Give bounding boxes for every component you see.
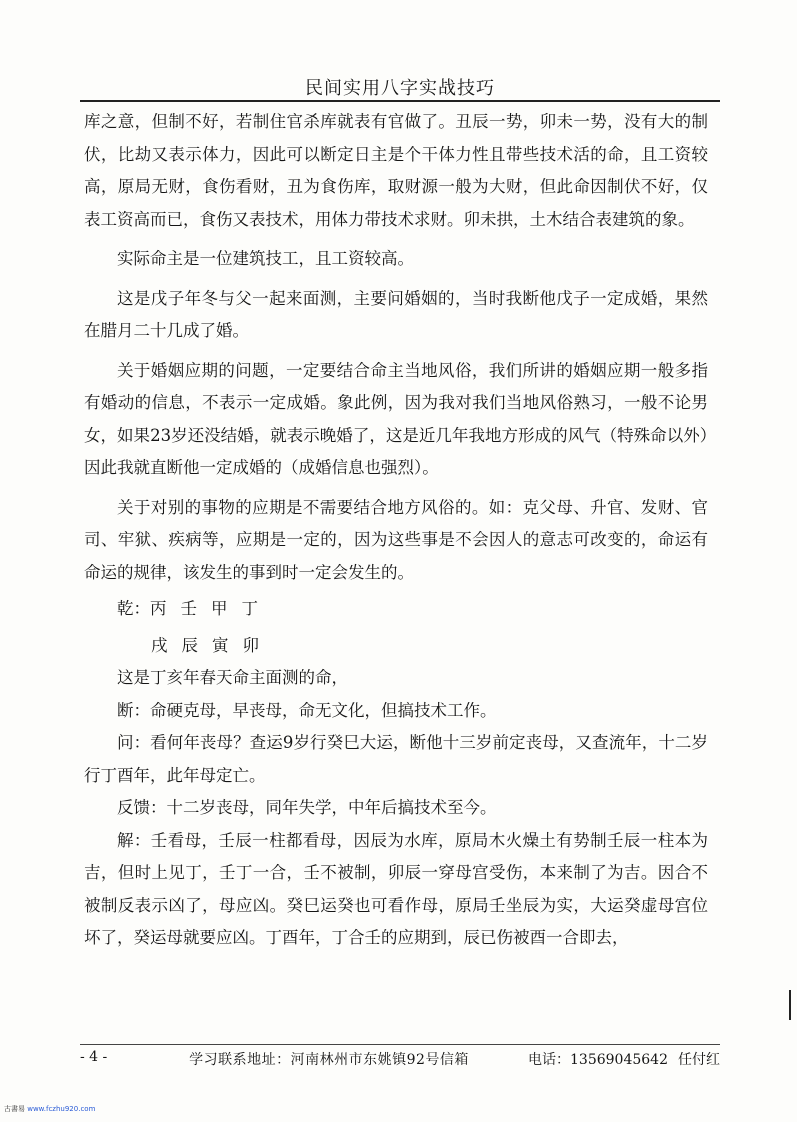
paragraph-9: 反馈：十二岁丧母，同年失学，中年后搞技术至今。 bbox=[117, 798, 497, 817]
paragraph-3: 这是戊子年冬与父一起来面测，主要问婚姻的，当时我断他戊子一定成婚，果然在腊月二十几成了婚。 bbox=[84, 288, 708, 340]
paragraph-4: 关于婚姻应期的问题，一定要结合命主当地风俗，我们所讲的婚姻应期一般多指有婚动的信息，不表示一定成婚。象此例，因为我对我们当地风俗熟习，一般不论男女，如果23岁还没结婚，就表示晚婚了，这是近几年我地方形成的风气（特殊命以外）因此我就直断他一定成婚的（成婚信息也强烈）。 bbox=[84, 360, 708, 477]
author-name: 任付红 bbox=[678, 1052, 720, 1068]
watermark-link[interactable]: www.fczhu920.com bbox=[27, 1105, 96, 1113]
header-divider bbox=[80, 100, 720, 102]
contact-info bbox=[518, 1049, 720, 1069]
chart-label: 乾： bbox=[117, 599, 150, 618]
stem-1: 丙 bbox=[150, 599, 167, 618]
bazi-branches-row bbox=[151, 630, 708, 663]
paragraph-8: 问：看何年丧母？查运9岁行癸巳大运，断他十三岁前定丧母，又查流年，十二岁行丁酉年，此年母定亡。 bbox=[84, 733, 708, 785]
page-title: 民间实用八字实战技巧 bbox=[305, 78, 495, 99]
stem-2: 壬 bbox=[180, 599, 197, 618]
stem-4: 丁 bbox=[241, 599, 258, 618]
paragraph-5: 关于对别的事物的应期是不需要结合地方风俗的。如：克父母、升官、发财、官司、牢狱、疾病等，应期是一定的，因为这些事是不会因人的意志可改变的，命运有命运的规律，该发生的事到时一定会发生的。 bbox=[84, 497, 708, 582]
branch-2: 辰 bbox=[181, 635, 198, 655]
branch-4: 卯 bbox=[242, 635, 259, 655]
page-footer bbox=[80, 1049, 720, 1069]
footer-divider bbox=[80, 1044, 720, 1045]
paragraph-10: 解：壬看母，壬辰一柱都看母，因辰为水库，原局木火燥土有势制壬辰一柱本为吉，但时上见丁，壬丁一合，壬不被制，卯辰一穿母宫受伤，本来制了为吉。因合不被制反表示凶了，母应凶。癸巳运癸也可看作母，原局壬坐辰为实，大运癸虚母宫位坏了，癸运母就要应凶。丁酉年，丁合壬的应期到，辰已伤被酉一合即去， bbox=[84, 830, 708, 947]
paragraph-2: 实际命主是一位建筑技工，且工资较高。 bbox=[117, 249, 414, 268]
paragraph-7: 断：命硬克母，早丧母，命无文化，但搞技术工作。 bbox=[117, 700, 497, 720]
page-body bbox=[84, 106, 708, 955]
page-number: - 4 - bbox=[80, 1049, 108, 1065]
branch-1: 戌 bbox=[151, 635, 168, 655]
stem-3: 甲 bbox=[211, 599, 228, 618]
contact-address: 学习联系地址：河南林州市东姚镇92号信箱 bbox=[189, 1052, 469, 1068]
paragraph-6: 这是丁亥年春天命主面测的命， bbox=[117, 668, 348, 687]
scan-margin-mark bbox=[789, 990, 791, 1020]
watermark-label: 古書易 bbox=[4, 1105, 25, 1113]
branch-3: 寅 bbox=[212, 635, 229, 655]
bazi-stems-row bbox=[117, 593, 708, 626]
contact-phone: 电话：13569045642 bbox=[528, 1052, 668, 1068]
paragraph-1: 库之意，但制不好，若制住官杀库就表有官做了。丑辰一势，卯未一势，没有大的制伏，比劫又表示体力，因此可以断定日主是个干体力性且带些技术活的命，且工资较高，原局无财，食伤看财，丑为食伤库，取财源一般为大财，但此命因制伏不好，仅表工资高而已，食伤又表技术，用体力带技术求财。卯未拱，土木结合表建筑的象。 bbox=[84, 112, 708, 229]
watermark bbox=[4, 1104, 95, 1114]
